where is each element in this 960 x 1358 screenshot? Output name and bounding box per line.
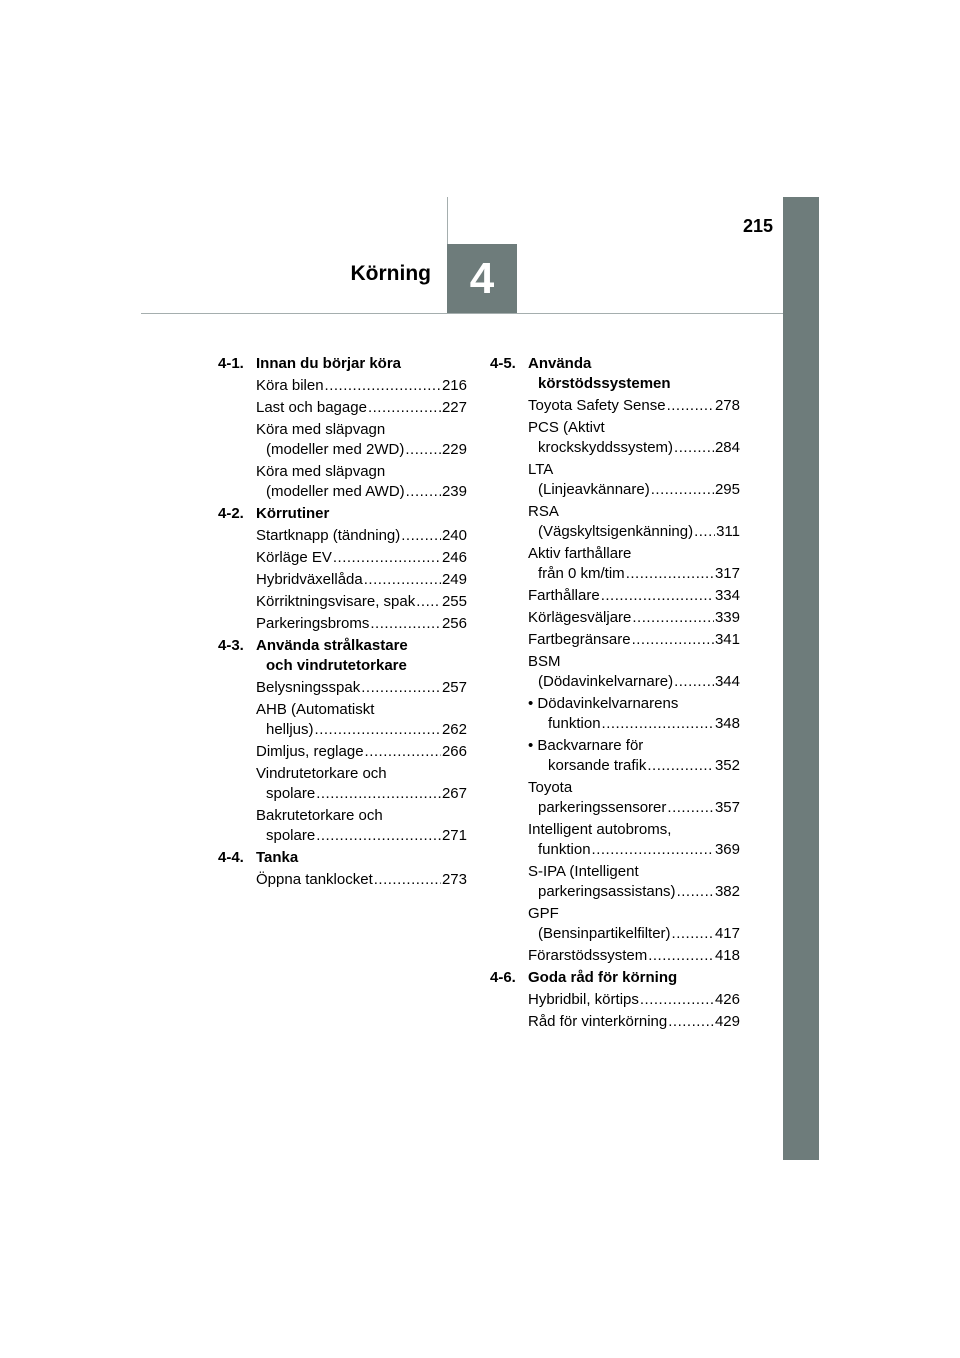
toc-page-number: 369 [714,841,740,858]
dot-leader [667,798,714,818]
toc-page-number: 257 [441,679,467,696]
toc-page-number: 262 [441,721,467,738]
toc-entry[interactable] [256,806,467,846]
toc-entry-line [528,438,740,458]
dot-leader [325,376,441,396]
toc-entry-line [528,756,740,776]
dot-leader [626,564,714,584]
toc-entry-line [256,592,467,612]
toc-entry[interactable] [528,460,740,500]
section-heading [218,504,467,524]
toc-entry-text: Köra bilen [256,377,324,394]
toc-page-number: 417 [714,925,740,942]
toc-entry-text: Dimljus, reglage [256,743,364,760]
toc-entry[interactable] [528,862,740,902]
dot-leader [667,396,714,416]
toc-entry-text: Vindrutetorkare och [256,765,387,782]
toc-entry-text: Förarstödssystem [528,947,648,964]
toc-entry-line [256,440,467,460]
toc-entry-text: (Vägskyltsigenkänning) [538,523,694,540]
toc-entry[interactable] [528,502,740,542]
section-title-line: och vindrutetorkare [266,657,407,674]
dot-leader [401,526,441,546]
toc-entry-text: Råd för vinterkörning [528,1013,668,1030]
toc-entry[interactable] [256,870,467,890]
toc-entry-line [528,882,740,902]
dot-leader [601,586,714,606]
toc-entry-text: Toyota Safety Sense [528,397,666,414]
toc-page-number: 426 [714,991,740,1008]
toc-entry-text: Bakrutetorkare och [256,807,383,824]
toc-entry-text: Toyota [528,779,573,796]
toc-page-number: 249 [441,571,467,588]
toc-entry-text: spolare [266,827,316,844]
dot-leader [647,756,714,776]
toc-entry-text: • Backvarnare för [528,737,644,754]
dot-leader [640,990,714,1010]
toc-entry-text: S-IPA (Intelligent [528,863,639,880]
chapter-title: Körning [350,262,431,285]
toc-page-number: 344 [714,673,740,690]
toc-page-number: 239 [441,483,467,500]
toc-entry-text: Hybridväxellåda [256,571,363,588]
toc-entry-text: Startknapp (tändning) [256,527,401,544]
toc-entry-line [528,924,740,944]
chapter-side-tab [783,197,819,1160]
section-number: 4-4. [218,849,244,866]
toc-page-number: 229 [441,441,467,458]
toc-entry-line [528,586,740,606]
toc-page-number: 334 [714,587,740,604]
chapter-number: 4 [469,253,495,303]
toc-page-number: 267 [441,785,467,802]
toc-page-number: 418 [714,947,740,964]
toc-entry-line [256,678,467,698]
toc-section [218,848,467,890]
section-title [256,354,467,374]
toc-entry[interactable] [528,630,740,650]
toc-entry-text: • Dödavinkelvarnarens [528,695,679,712]
toc-entry[interactable] [528,544,740,584]
toc-entry-line [256,398,467,418]
toc-page-number: 352 [714,757,740,774]
dot-leader [651,480,714,500]
dot-leader [694,522,715,542]
section-heading [490,354,740,394]
section-number: 4-2. [218,505,244,522]
toc-entry-text: GPF [528,905,559,922]
dot-leader [592,840,714,860]
toc-page-number: 341 [714,631,740,648]
toc-entry-text: Köra med släpvagn [256,421,386,438]
toc-entry-text: Aktiv farthållare [528,545,632,562]
toc-entry[interactable] [528,608,740,628]
toc-entry-line [528,630,740,650]
toc-entry-line [528,522,740,542]
toc-entry-line [256,720,467,740]
toc-entry[interactable] [256,700,467,740]
toc-entry-line [528,396,740,416]
toc-entry-text: (modeller med AWD) [266,483,405,500]
toc-page-number: 246 [441,549,467,566]
toc-entry-line [256,784,467,804]
toc-page-number: 339 [714,609,740,626]
toc-entry[interactable] [528,820,740,860]
toc-page-number: 255 [441,593,467,610]
toc-entry-text: Körlägesväljare [528,609,632,626]
toc-entry[interactable] [256,764,467,804]
toc-entry-text: (modeller med 2WD) [266,441,405,458]
dot-leader [374,870,441,890]
toc-entry-line [256,570,467,590]
toc-entry-text: AHB (Automatiskt [256,701,375,718]
dot-leader [315,720,441,740]
toc-entry[interactable] [528,652,740,692]
toc-page-number: 216 [441,377,467,394]
toc-entry-line [528,714,740,734]
toc-entry[interactable] [256,742,467,762]
section-title [528,968,740,988]
toc-section [218,354,467,502]
toc-page-number: 227 [441,399,467,416]
toc-entry-line [528,480,740,500]
toc-entry-text: (Linjeavkännare) [538,481,650,498]
dot-leader [416,592,441,612]
toc-page-number: 311 [716,523,740,540]
toc-page-number: 271 [441,827,467,844]
toc-entry-text: krockskyddssystem) [538,439,674,456]
toc-section [218,636,467,846]
toc-entry[interactable] [528,990,740,1010]
toc-entry[interactable] [256,592,467,612]
toc-entry-text: Köra med släpvagn [256,463,386,480]
dot-leader [365,742,441,762]
toc-entry[interactable] [528,694,740,734]
toc-entry[interactable] [528,778,740,818]
section-title-line: Tanka [256,849,299,866]
toc-entry-line [256,826,467,846]
section-number: 4-3. [218,637,244,654]
toc-entry-text: Fartbegränsare [528,631,631,648]
dot-leader [368,398,441,418]
section-number: 4-5. [490,355,516,372]
section-title [256,504,467,524]
toc-section [490,968,740,1032]
toc-entry[interactable] [256,570,467,590]
dot-leader [677,882,714,902]
section-title [528,354,740,394]
toc-entry-line [256,742,467,762]
dot-leader [316,826,441,846]
toc-entry-line [256,614,467,634]
toc-page-number: 278 [714,397,740,414]
toc-page-number: 295 [714,481,740,498]
dot-leader [632,630,714,650]
toc-entry-line [528,946,740,966]
section-title-line: Använda strålkastare [256,637,408,654]
toc-entry-text: Körriktningsvisare, spak [256,593,416,610]
toc-entry-line [528,1012,740,1032]
toc-entry[interactable] [256,678,467,698]
section-heading [218,636,467,676]
section-title [256,636,467,676]
toc-entry-text: Intelligent autobroms, [528,821,672,838]
toc-entry-text: (Bensinpartikelfilter) [538,925,671,942]
toc-entry-text: parkeringssensorer [538,799,667,816]
toc-right-column [490,354,740,1034]
toc-page-number: 256 [441,615,467,632]
toc-page-number: 273 [441,871,467,888]
toc-entry-text: Farthållare [528,587,600,604]
toc-entry-text: korsande trafik [548,757,647,774]
toc-entry[interactable] [528,946,740,966]
dot-leader [406,482,441,502]
toc-entry-line [528,608,740,628]
toc-entry-line [256,376,467,396]
toc-entry-text: PCS (Aktivt [528,419,605,436]
toc-page-number: 357 [714,799,740,816]
toc-entry[interactable] [528,736,740,776]
dot-leader [668,1012,714,1032]
section-number: 4-1. [218,355,244,372]
toc-entry[interactable] [256,526,467,546]
section-title-line: Goda råd för körning [528,969,678,986]
toc-entry[interactable] [256,420,467,460]
toc-entry[interactable] [528,396,740,416]
dot-leader [602,714,714,734]
dot-leader [674,672,714,692]
toc-section [218,504,467,634]
dot-leader [370,614,441,634]
toc-entry-line [528,990,740,1010]
toc-entry-line [528,840,740,860]
section-title-line: Innan du börjar köra [256,355,402,372]
chapter-number-box [447,244,517,313]
header-vertical-rule [447,197,448,244]
toc-entry-line [528,672,740,692]
toc-entry-text: spolare [266,785,316,802]
toc-entry[interactable] [256,376,467,396]
toc-entry-line [256,482,467,502]
toc-entry-line [256,548,467,568]
toc-entry[interactable] [528,418,740,458]
toc-entry[interactable] [256,614,467,634]
toc-page-number: 266 [441,743,467,760]
toc-entry-line [256,870,467,890]
toc-entry-text: BSM [528,653,561,670]
dot-leader [333,548,441,568]
toc-entry-text: Hybridbil, körtips [528,991,639,1008]
dot-leader [674,438,714,458]
toc-entry-text: helljus) [266,721,314,738]
section-title-line: Körrutiner [256,505,330,522]
toc-page-number: 240 [441,527,467,544]
dot-leader [632,608,714,628]
page-number: 215 [742,216,773,236]
toc-entry-text: parkeringsassistans) [538,883,676,900]
dot-leader [361,678,441,698]
header-horizontal-rule [141,313,783,314]
toc-entry-text: från 0 km/tim [538,565,625,582]
toc-entry[interactable] [528,1012,740,1032]
toc-entry-text: (Dödavinkelvarnare) [538,673,674,690]
section-title-line: Använda [528,355,592,372]
section-heading [490,968,740,988]
toc-left-column [218,354,467,892]
dot-leader [648,946,714,966]
toc-entry[interactable] [528,904,740,944]
section-title [256,848,467,868]
section-heading [218,848,467,868]
toc-entry-line [528,564,740,584]
toc-page-number: 382 [714,883,740,900]
toc-entry[interactable] [528,586,740,606]
section-title-line: körstödssystemen [538,375,671,392]
toc-page-number: 317 [714,565,740,582]
toc-entry-text: funktion [548,715,601,732]
dot-leader [672,924,714,944]
toc-entry-text: Öppna tanklocket [256,871,373,888]
toc-entry[interactable] [256,462,467,502]
dot-leader [316,784,441,804]
dot-leader [405,440,441,460]
toc-entry[interactable] [256,398,467,418]
toc-page-number: 348 [714,715,740,732]
toc-page-number: 284 [714,439,740,456]
dot-leader [364,570,441,590]
toc-entry-text: Last och bagage [256,399,367,416]
toc-entry[interactable] [256,548,467,568]
toc-entry-text: LTA [528,461,554,478]
toc-page-number: 429 [714,1013,740,1030]
toc-entry-text: Belysningsspak [256,679,361,696]
section-heading [218,354,467,374]
toc-entry-line [256,526,467,546]
toc-entry-text: Parkeringsbroms [256,615,370,632]
toc-entry-text: RSA [528,503,559,520]
toc-entry-line [528,798,740,818]
toc-entry-text: funktion [538,841,591,858]
toc-section [490,354,740,966]
toc-entry-text: Körläge EV [256,549,332,566]
section-number: 4-6. [490,969,516,986]
